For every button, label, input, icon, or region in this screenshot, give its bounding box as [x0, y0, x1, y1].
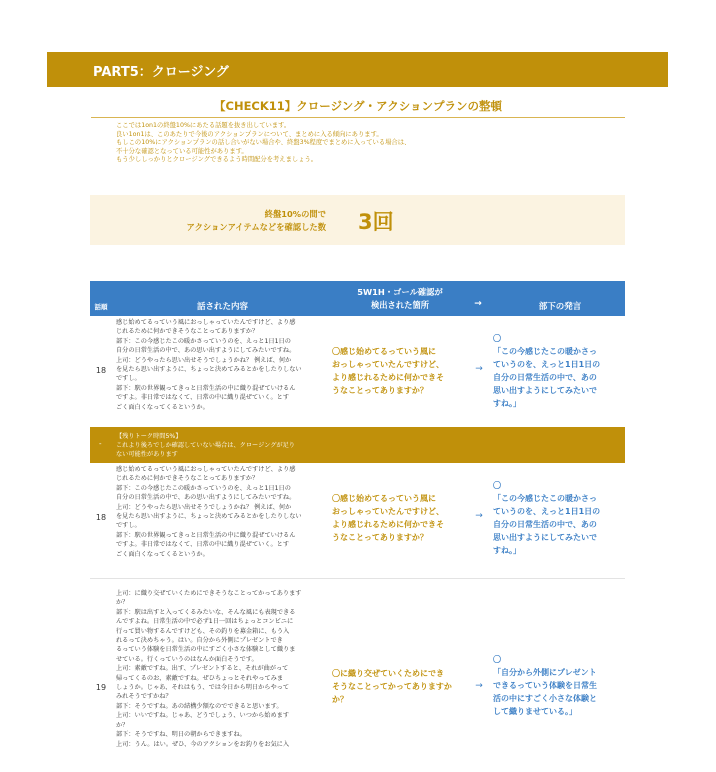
- content-line: 部下：駅は出すと入ってくるみたいな、そんな風にも表現できる: [116, 608, 296, 616]
- speech-line: 活の中にすごく小さな体験と: [493, 694, 597, 703]
- content-line: ごく面白くなってくるというか。: [116, 550, 209, 558]
- row-speech: [493, 653, 625, 718]
- row-content: [116, 589, 329, 749]
- speech-line: 「この今感じたこの暖かさっ: [493, 494, 597, 503]
- content-line: 部下：そうですね。あの結構少額なのでできると思います。: [116, 702, 283, 710]
- summary-label: [110, 208, 326, 234]
- speech-line: 自分の日常生活の中で、あの: [493, 520, 597, 529]
- content-line: 部下：駅の世界観ってきっと日常生活の中に織り混ぜていけるん: [116, 384, 296, 392]
- intro-line: もしこの10%にアクションプランの話し合いがない場合や、終盤3%程度でまとめに入っている場合は、: [116, 139, 411, 146]
- content-line: か？: [116, 599, 129, 607]
- content-line: 上司：素敵ですね。出す、プレゼントすると、それが曲がって: [116, 665, 289, 673]
- row-number: 18: [95, 513, 107, 522]
- content-line: ですよ。非日常ではなくて、日常の中に織り混ぜていく。とす: [116, 541, 290, 549]
- content-line: ですし。: [116, 522, 141, 530]
- content-line: ごく面白くなってくるというか。: [116, 403, 209, 411]
- row-number: 18: [95, 366, 107, 375]
- row-arrow: →: [475, 511, 483, 521]
- detect-line: より感じれるために何かできそ: [332, 373, 444, 382]
- content-line: を見たら思い出すように、ちょっと決めてみるとかをしたりしない: [116, 366, 302, 374]
- speech-line: 「自分から外側にプレゼント: [493, 668, 597, 677]
- summary-box: [90, 195, 625, 245]
- summary-label-line: アクションアイテムなどを確認した数: [186, 222, 326, 232]
- detect-line: おっしゃっていたんですけど、: [332, 507, 444, 516]
- content-line: 部下：駅の世界観ってきっと日常生活の中に織り混ぜていけるん: [116, 531, 296, 539]
- detect-line: 〇に織り交ぜていくためにでき: [332, 669, 444, 678]
- content-line: 上司：どうやったら思い出せそうでしょうかね？ 例えば、何か: [116, 503, 292, 511]
- row-detected: [332, 345, 467, 397]
- row-arrow: →: [475, 681, 483, 691]
- row-arrow: →: [475, 364, 483, 374]
- content-line: 上司：に織り交ぜていくためにできそうなことってかってあります: [116, 590, 302, 597]
- note-text: [116, 432, 295, 459]
- speech-line: すね。」: [493, 399, 521, 408]
- header-speech: 部下の発言: [538, 302, 582, 312]
- detect-line: うなことってありますか？: [332, 386, 428, 395]
- summary-label-line: 終盤10%の間で: [264, 209, 326, 219]
- row-speech: [493, 479, 625, 557]
- table-row: [90, 589, 625, 769]
- intro-line: ここでは1on1の終盤10%にあたる話題を抜き出しています。: [116, 122, 291, 129]
- detect-line: 〇感じ始めてるっていう風に: [332, 347, 436, 356]
- content-line: を見たら思い出すように、ちょっと決めてみるとかをしたりしない: [116, 513, 302, 521]
- row-speech: [493, 332, 625, 410]
- content-line: みれそうですかね？: [116, 693, 172, 701]
- detect-line: そうなことってかってありますか: [332, 682, 452, 691]
- header-detect-line: 5W1H・ゴール確認が: [357, 287, 443, 297]
- row-content: [116, 318, 329, 412]
- summary-value: 3回: [358, 210, 394, 234]
- intro-line: 良い1on1は、このあたりで今後のアクションプランについて、まとめに入る傾向にあります。: [116, 130, 383, 138]
- detect-line: より感じれるために何かできそ: [332, 520, 444, 529]
- note-line: 【残りトーク時間5%】: [116, 433, 182, 440]
- note-dash: -: [99, 440, 102, 448]
- content-line: ですし。: [116, 375, 141, 383]
- content-line: か？: [116, 721, 129, 729]
- check-divider: [91, 117, 625, 118]
- detect-line: おっしゃっていたんですけど、: [332, 360, 444, 369]
- note-line: ない可能性があります: [116, 451, 178, 458]
- speech-line: 〇: [493, 334, 501, 343]
- remaining-time-note: [90, 427, 625, 463]
- header-num: 話順: [94, 303, 108, 311]
- detect-line: うなことってありますか？: [332, 533, 428, 542]
- intro-line: 不十分な確認となっている可能性があります。: [116, 147, 248, 155]
- content-line: 上司：どうやったら思い出せそうでしょうかね？ 例えば、何か: [116, 356, 292, 364]
- speech-line: 自分の日常生活の中で、あの: [493, 373, 597, 382]
- content-line: 自分の日常生活の中で、あの思い出すようにしてみたいですね。: [116, 494, 296, 502]
- table-header: [90, 281, 625, 316]
- content-line: せている。行くっていうのはなんか面白そうです。: [116, 655, 258, 663]
- header-detect: [330, 286, 470, 312]
- speech-line: 〇: [493, 481, 501, 490]
- speech-line: ていうのを、えっと1日1日の: [493, 360, 601, 369]
- content-line: るっていう体験を日常生活の中にすごく小さな体験として織りま: [116, 646, 296, 654]
- content-line: 行って買い物するんですけども、その釣りを募金箱に、もう入: [116, 627, 290, 635]
- intro-text: [116, 122, 616, 165]
- content-line: 部下：この今感じたこの暖かさっていうのを、えっと1日1日の: [116, 337, 291, 345]
- content-line: 上司：いいですね。じゃあ、どうでしょう、いつから始めます: [116, 712, 290, 720]
- intro-line: もう少ししっかりとクロージングできるよう時間配分を考えましょう。: [116, 156, 318, 163]
- check-title: 【CHECK11】クロージング・アクションプランの整頓: [214, 99, 502, 113]
- content-line: 上司：うん。はい。ぜひ、今のアクションをお釣りをお気に入: [116, 740, 290, 748]
- speech-line: して織りませている。」: [493, 707, 577, 716]
- content-line: ですよ。非日常ではなくて、日常の中に織り混ぜていく。とす: [116, 394, 290, 402]
- speech-line: 「この今感じたこの暖かさっ: [493, 347, 597, 356]
- row-detected: [332, 667, 467, 706]
- content-line: じれるために何かできそうなことってありますか？: [116, 328, 259, 336]
- note-line: これより後ろでしか確認していない場合は、クロージングが足り: [116, 442, 295, 449]
- content-line: 感じ始めてるっていう風におっしゃっていたんですけど、より感: [116, 319, 296, 326]
- row-detected: [332, 492, 467, 544]
- header-arrow: →: [474, 299, 482, 309]
- speech-line: 思い出すようにしてみたいで: [493, 386, 597, 395]
- speech-line: ていうのを、えっと1日1日の: [493, 507, 601, 516]
- speech-line: 〇: [493, 655, 501, 664]
- table-row: [90, 465, 625, 573]
- banner-title: PART5：クロージング: [93, 65, 229, 80]
- header-content: 話された内容: [196, 302, 248, 312]
- row-content: [116, 465, 329, 559]
- header-detect-line: 検出された箇所: [370, 300, 430, 310]
- part-banner: [47, 52, 668, 87]
- content-line: 部下：この今感じたこの暖かさっていうのを、えっと1日1日の: [116, 484, 291, 492]
- content-line: しょうか。じゃあ、それはもう、では今日から明日からやって: [116, 684, 290, 692]
- detect-line: か？: [332, 695, 348, 704]
- table-row: [90, 318, 625, 426]
- detect-line: 〇感じ始めてるっていう風に: [332, 494, 436, 503]
- speech-line: できるっていう体験を日常生: [493, 681, 597, 690]
- speech-line: すね。」: [493, 546, 521, 555]
- content-line: じれるために何かできそうなことってありますか？: [116, 475, 259, 483]
- content-line: れるって決めちゃう。はい。自分から外側にプレゼントでき: [116, 637, 283, 645]
- row-number: 19: [95, 683, 107, 692]
- content-line: 部下：そうですね、明日の朝からできますね。: [116, 731, 246, 739]
- row-divider: [90, 578, 625, 579]
- content-line: 帰ってくるのお、素敵ですね。ぜひちょっとそれやってみま: [116, 674, 284, 682]
- content-line: 自分の日常生活の中で、あの思い出すようにしてみたいですね。: [116, 347, 296, 355]
- content-line: んですよね。日常生活の中で必ず1日一回はちょっとコンビニに: [116, 618, 294, 626]
- content-line: 感じ始めてるっていう風におっしゃっていたんですけど、より感: [116, 466, 296, 473]
- speech-line: 思い出すようにしてみたいで: [493, 533, 597, 542]
